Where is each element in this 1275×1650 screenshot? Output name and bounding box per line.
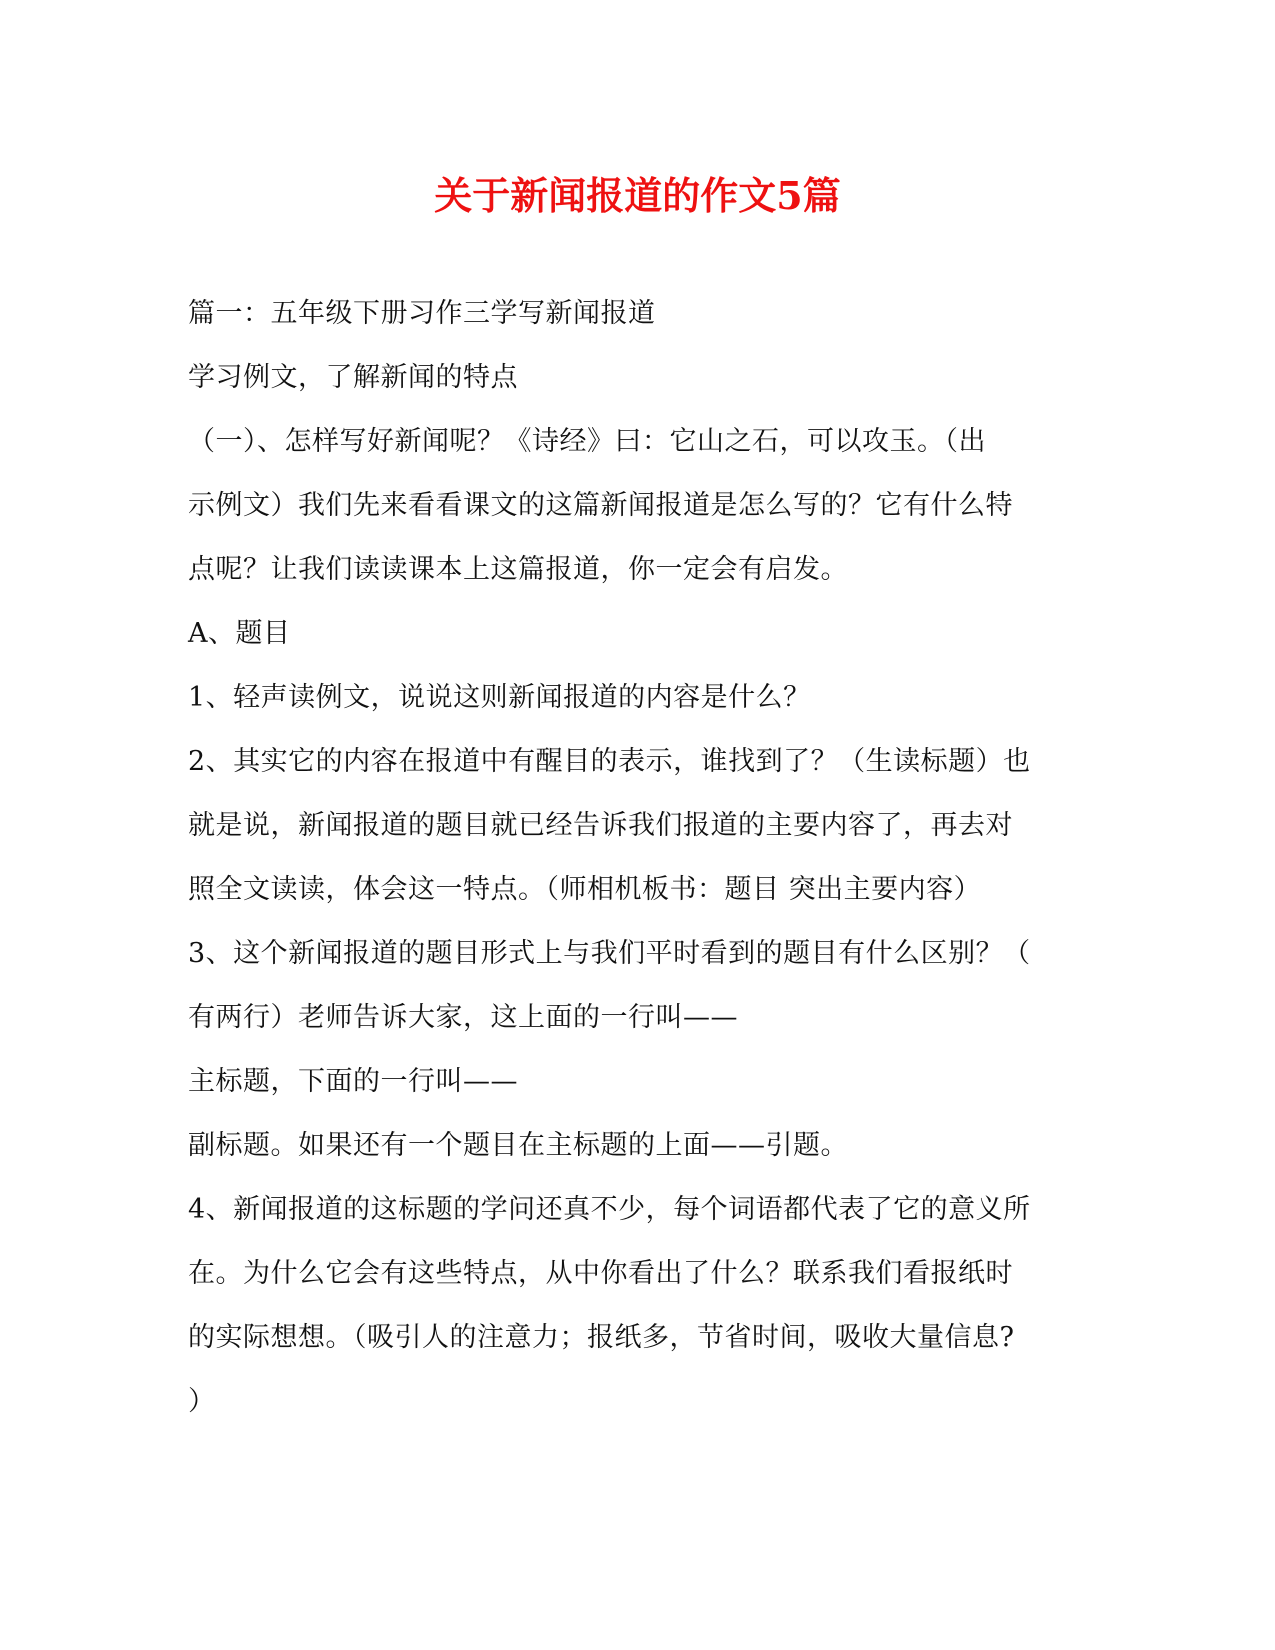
text-line: A、题目 [188, 618, 291, 649]
text-line: 副标题。如果还有一个题目在主标题的上面——引题。 [188, 1130, 848, 1161]
text-line: 点呢？让我们读读课本上这篇报道，你一定会有启发。 [188, 554, 848, 585]
text-line: 3、这个新闻报道的题目形式上与我们平时看到的题目有什么区别？（ [188, 938, 1031, 969]
text-line: 学习例文，了解新闻的特点 [188, 362, 518, 393]
text-line: 有两行）老师告诉大家，这上面的一行叫—— [188, 1002, 738, 1033]
document-title: 关于新闻报道的作文5篇 [434, 173, 841, 218]
text-line: 1、轻声读例文，说说这则新闻报道的内容是什么？ [188, 682, 811, 713]
text-line: 4、新闻报道的这标题的学问还真不少，每个词语都代表了它的意义所 [188, 1194, 1031, 1225]
text-line: 在。为什么它会有这些特点，从中你看出了什么？联系我们看报纸时 [188, 1258, 1013, 1289]
text-line: （一）、怎样写好新闻呢？《诗经》曰：它山之石，可以攻玉。（出 [188, 426, 986, 457]
text-line: 示例文）我们先来看看课文的这篇新闻报道是怎么写的？它有什么特 [188, 490, 1013, 521]
text-line: 照全文读读，体会这一特点。（师相机板书：题目 突出主要内容） [188, 874, 982, 905]
text-line: 2、其实它的内容在报道中有醒目的表示，谁找到了？（生读标题）也 [188, 746, 1031, 777]
text-line: 就是说，新闻报道的题目就已经告诉我们报道的主要内容了，再去对 [188, 810, 1013, 841]
document-body [188, 282, 1088, 1434]
text-line: ） [188, 1386, 216, 1417]
text-line: 篇一：五年级下册习作三学写新闻报道 [188, 298, 656, 329]
text-line: 主标题，下面的一行叫—— [188, 1066, 518, 1097]
text-line: 的实际想想。（吸引人的注意力；报纸多，节省时间，吸收大量信息? [188, 1322, 1015, 1353]
